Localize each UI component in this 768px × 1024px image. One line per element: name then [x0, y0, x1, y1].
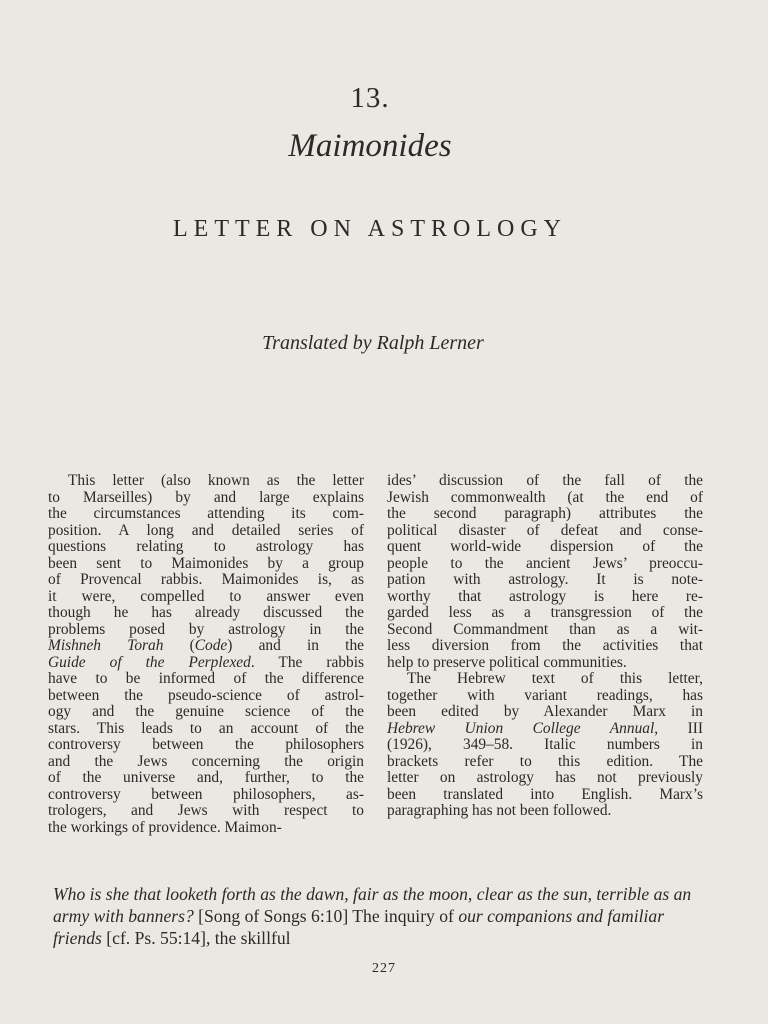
translator-credit: Translated by Ralph Lerner	[262, 332, 484, 354]
intro-line: though he has already discussed the	[48, 604, 364, 621]
intro-line: to Marseilles) by and large explains	[48, 488, 364, 506]
intro-column-left	[48, 473, 364, 836]
intro-line: letter on astrology has not previously	[387, 769, 703, 786]
intro-line: the circumstances attending its com-	[48, 505, 364, 522]
intro-line: pation with astrology. It is note-	[387, 571, 703, 588]
page-number: 227	[372, 961, 396, 976]
intro-line	[387, 721, 703, 738]
line-text: . The rabbis	[250, 653, 364, 671]
intro-line: paragraphing has not been followed.	[387, 802, 612, 819]
intro-line: the second paragraph) attributes the	[387, 505, 703, 522]
intro-line: questions relating to astrology has	[48, 538, 364, 555]
chapter-title: Maimonides	[288, 128, 452, 164]
verse-reference: [Song of Songs 6:10] The inquiry of	[193, 906, 459, 926]
intro-line: people to the ancient Jews’ preoccu-	[387, 554, 703, 572]
intro-line: it were, compelled to answer even	[48, 587, 364, 605]
intro-line: problems posed by astrology in the	[48, 620, 364, 638]
intro-line: quent world-wide dispersion of the	[387, 538, 703, 555]
intro-line: of Provencal rabbis. Maimonides is, as	[48, 571, 364, 588]
intro-line: been edited by Alexander Marx in	[387, 703, 703, 720]
companions-phrase: our companions and familiar friends	[53, 906, 665, 948]
intro-line: garded less as a transgression of the	[387, 604, 703, 621]
intro-line: together with variant readings, has	[387, 686, 703, 704]
intro-line: and the Jews concerning the origin	[48, 752, 364, 770]
intro-line: worthy that astrology is here re-	[387, 587, 703, 605]
intro-line: been sent to Maimonides by a group	[48, 554, 364, 572]
chapter-number: 13.	[350, 82, 390, 114]
intro-line: Second Commandment than as a wit-	[387, 620, 703, 638]
intro-line: trologers, and Jews with respect to	[48, 802, 364, 819]
intro-line: have to be informed of the difference	[48, 670, 364, 687]
italic-title: Guide of the Perplexed	[48, 653, 251, 671]
italic-title: Mishneh Torah	[48, 637, 164, 654]
body-tail: [cf. Ps. 55:14], the skillful	[101, 928, 291, 948]
intro-line: controversy between philosophers, as-	[48, 785, 364, 803]
italic-title: Hebrew Union College Annual	[387, 719, 655, 737]
intro-line: ogy and the genuine science of the	[48, 703, 364, 720]
line-text: (	[163, 637, 195, 654]
intro-column-right	[387, 473, 703, 820]
intro-line	[48, 638, 364, 655]
line-text: ) and in the	[227, 637, 364, 654]
intro-line: Jewish commonwealth (at the end of	[387, 488, 703, 506]
intro-line: ides’ discussion of the fall of the	[387, 472, 703, 489]
intro-line: controversy between the philosophers	[48, 736, 364, 753]
intro-line: the workings of providence. Maimon-	[48, 818, 282, 836]
intro-line: help to preserve political communities.	[387, 653, 627, 671]
intro-line: less diversion from the activities that	[387, 637, 703, 654]
body-paragraph	[53, 883, 706, 949]
intro-line: stars. This leads to an account of the	[48, 719, 364, 737]
intro-line: political disaster of defeat and conse-	[387, 521, 703, 539]
intro-line: The Hebrew text of this letter,	[407, 670, 703, 687]
intro-line: brackets refer to this edition. The	[387, 752, 703, 770]
verse-quote: Who is she that looketh forth as the dawn, fair as the moon, clear as the sun, terrible as an army with banners?	[53, 884, 692, 926]
intro-line: between the pseudo-science of astrol-	[48, 686, 364, 704]
intro-line	[48, 655, 364, 672]
chapter-subtitle: LETTER ON ASTROLOGY	[173, 216, 567, 242]
intro-line: position. A long and detailed series of	[48, 521, 364, 539]
line-text: , III	[654, 719, 703, 737]
italic-title: Code	[194, 637, 228, 654]
intro-line: (1926), 349–58. Italic numbers in	[387, 736, 703, 753]
intro-line: This letter (also known as the letter	[68, 472, 364, 489]
intro-line: of the universe and, further, to the	[48, 769, 364, 786]
intro-line: been translated into English. Marx’s	[387, 785, 703, 803]
